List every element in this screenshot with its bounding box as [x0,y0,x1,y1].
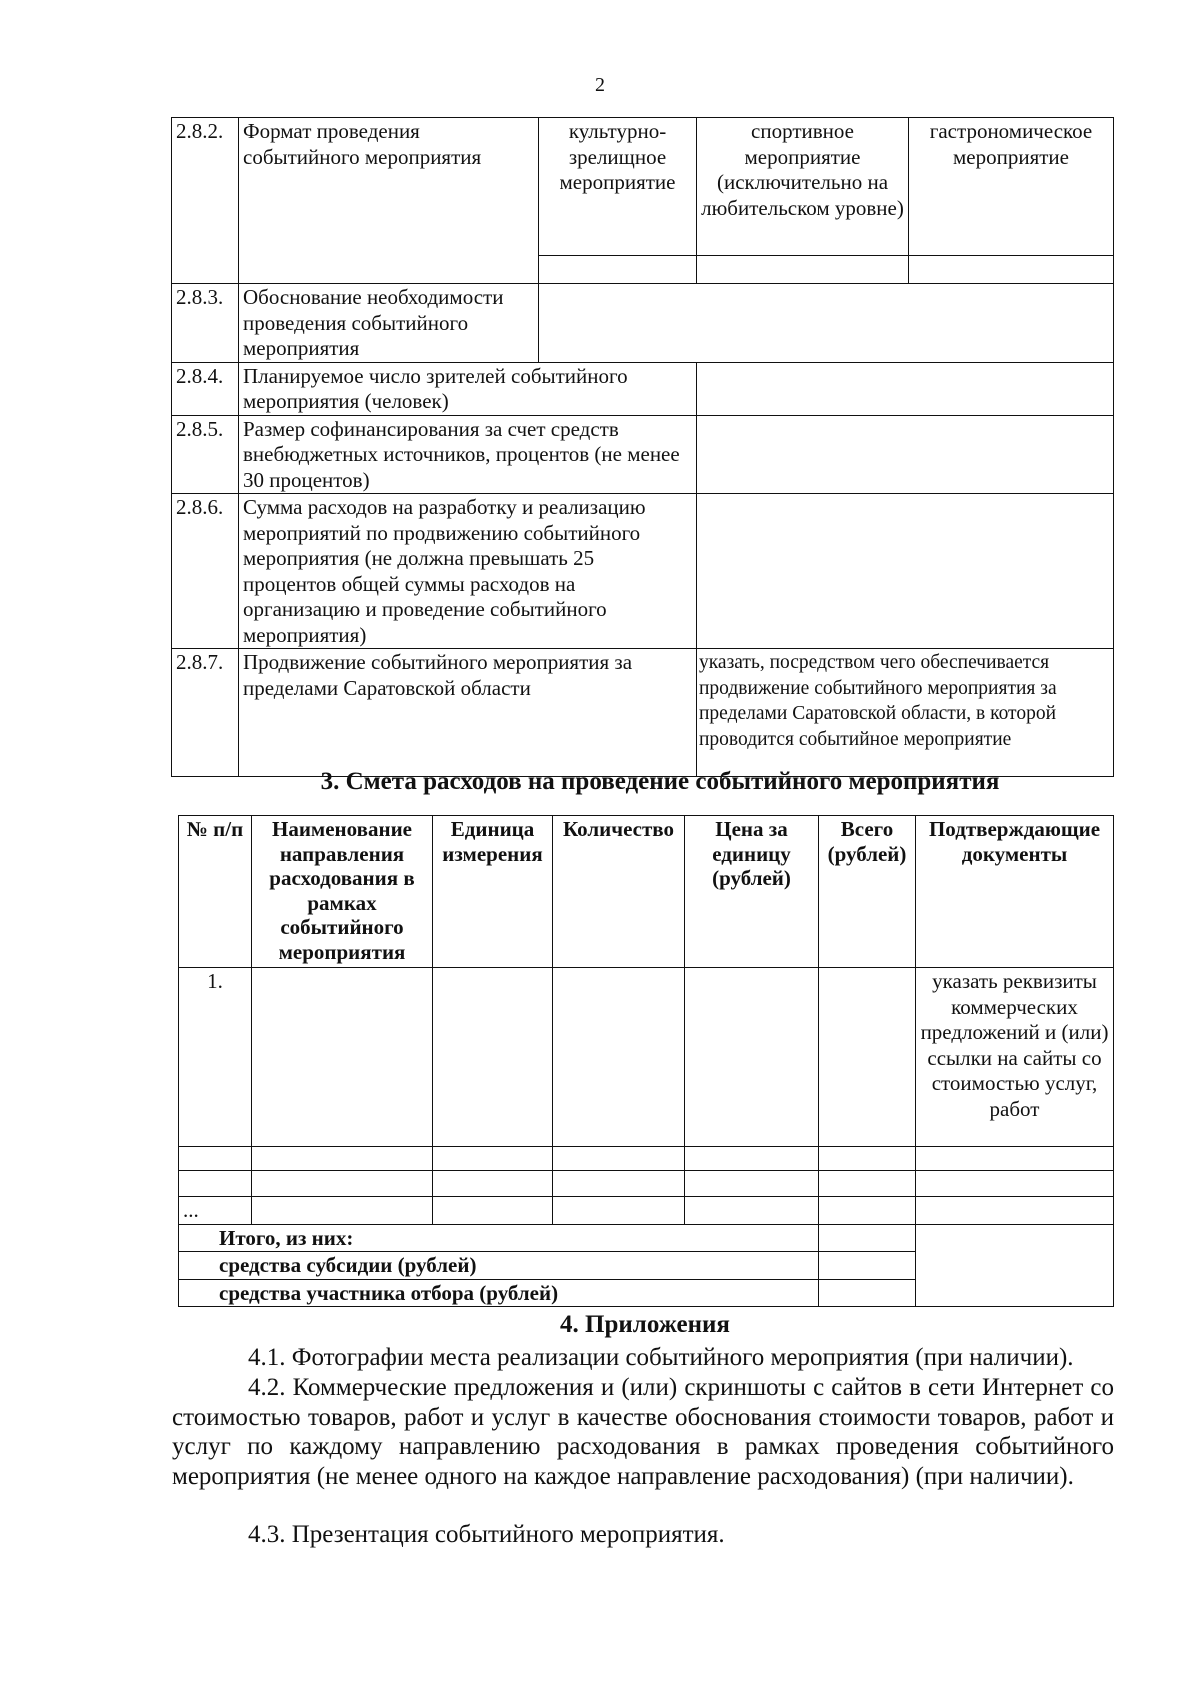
row-label: Сумма расходов на разработку и реализацию мероприятий по продвижению событийного мероприятия (не должна превышать 25 процентов общей суммы расходов на организацию и проведение событийного мероприятия) [239,494,697,649]
empty-cell[interactable] [819,1171,916,1197]
header-number: № п/п [179,816,252,968]
attachment-item-4-2: 4.2. Коммерческие предложения и (или) скриншоты с сайтов в сети Интернет со стоимостью товаров, работ и услуг в качестве обоснования стоимости товаров, работ и услуг по каждому направлению расходования в рамках проведения событийного мероприятия (не менее одного на каждое направление расходования) (при наличии). [172,1374,1114,1490]
unit-price-cell[interactable] [685,968,819,1147]
table-row [179,968,1114,1147]
row-number: 2.8.2. [172,118,239,284]
empty-cell[interactable] [433,1147,553,1171]
empty-cell[interactable] [916,1147,1114,1171]
row-number: 2.8.4. [172,362,239,415]
empty-cell[interactable] [252,1197,433,1225]
empty-cell[interactable] [916,1197,1114,1225]
page-number: 2 [595,74,605,96]
budget-table [178,815,1114,1307]
total-value-cell[interactable] [819,1224,916,1252]
empty-cell[interactable] [819,1147,916,1171]
row-value-cell[interactable] [539,284,1114,363]
format-checkbox-cell-gastronomic[interactable] [909,256,1114,284]
table-row [172,494,1114,649]
row-number: 2.8.3. [172,284,239,363]
row-label: Обоснование необходимости проведения событийного мероприятия [239,284,539,363]
empty-cell[interactable] [252,1171,433,1197]
table-header-row [179,816,1114,968]
totals-row [179,1224,1114,1252]
empty-cell[interactable] [179,1171,252,1197]
attachment-item-4-1: 4.1. Фотографии места реализации событийного мероприятия (при наличии). [248,1344,1074,1371]
table-row [179,1147,1114,1171]
participant-funds-label: средства участника отбора (рублей) [179,1279,819,1307]
event-details-table [171,117,1114,777]
empty-cell[interactable] [252,1147,433,1171]
empty-cell[interactable] [179,1147,252,1171]
row-number: 2.8.6. [172,494,239,649]
empty-cell[interactable] [685,1197,819,1225]
expense-name-cell[interactable] [252,968,433,1147]
format-option-sport: спортивное мероприятие (исключительно на любительском уровне) [697,118,909,256]
table-row [179,1197,1114,1225]
table-row [179,1171,1114,1197]
row-number: 2.8.7. [172,649,239,777]
total-cell[interactable] [819,968,916,1147]
row-label: Планируемое число зрителей событийного мероприятия (человек) [239,362,697,415]
row-label: Размер софинансирования за счет средств внебюджетных источников, процентов (не менее 30 процентов) [239,415,697,494]
empty-cell[interactable] [685,1171,819,1197]
table-row [172,649,1114,777]
row-value-cell[interactable] [697,362,1114,415]
format-option-gastronomic: гастрономическое мероприятие [909,118,1114,256]
row-label: Продвижение событийного мероприятия за пределами Саратовской области [239,649,697,777]
total-label: Итого, из них: [179,1224,819,1252]
header-quantity: Количество [553,816,685,968]
header-expense-name: Наименование направления расходования в рамках событийного мероприятия [252,816,433,968]
empty-cell[interactable] [553,1197,685,1225]
table-row [172,284,1114,363]
empty-cell[interactable] [916,1171,1114,1197]
format-checkbox-cell-cultural[interactable] [539,256,697,284]
format-checkbox-cell-sport[interactable] [697,256,909,284]
participant-funds-value-cell[interactable] [819,1279,916,1307]
quantity-cell[interactable] [553,968,685,1147]
subsidy-label: средства субсидии (рублей) [179,1252,819,1280]
section-3-title: 3. Смета расходов на проведение событийного мероприятия [320,768,1000,795]
empty-cell[interactable] [819,1197,916,1225]
totals-documents-cell[interactable] [916,1224,1114,1307]
table-row [172,415,1114,494]
empty-cell[interactable] [553,1147,685,1171]
section-4-title: 4. Приложения [560,1311,730,1338]
header-total: Всего (рублей) [819,816,916,968]
ellipsis-cell: ... [179,1197,252,1225]
empty-cell[interactable] [433,1197,553,1225]
row-number: 2.8.5. [172,415,239,494]
empty-cell[interactable] [433,1171,553,1197]
empty-cell[interactable] [553,1171,685,1197]
table-row [172,362,1114,415]
subsidy-value-cell[interactable] [819,1252,916,1280]
header-unit: Единица измерения [433,816,553,968]
format-option-cultural: культурно-зрелищное мероприятие [539,118,697,256]
row-note: указать, посредством чего обеспечивается продвижение событийного мероприятия за пределами Саратовской области, в которой проводится событийное мероприятие [697,649,1114,777]
row-number: 1. [179,968,252,1147]
row-value-cell[interactable] [697,415,1114,494]
documents-note: указать реквизиты коммерческих предложений и (или) ссылки на сайты со стоимостью услуг, работ [916,968,1114,1147]
table-row [172,118,1114,256]
empty-cell[interactable] [685,1147,819,1171]
row-value-cell[interactable] [697,494,1114,649]
header-documents: Подтверждающие документы [916,816,1114,968]
row-label: Формат проведения событийного мероприятия [239,118,539,284]
unit-cell[interactable] [433,968,553,1147]
header-unit-price: Цена за единицу (рублей) [685,816,819,968]
attachment-item-4-3: 4.3. Презентация событийного мероприятия. [248,1521,725,1548]
